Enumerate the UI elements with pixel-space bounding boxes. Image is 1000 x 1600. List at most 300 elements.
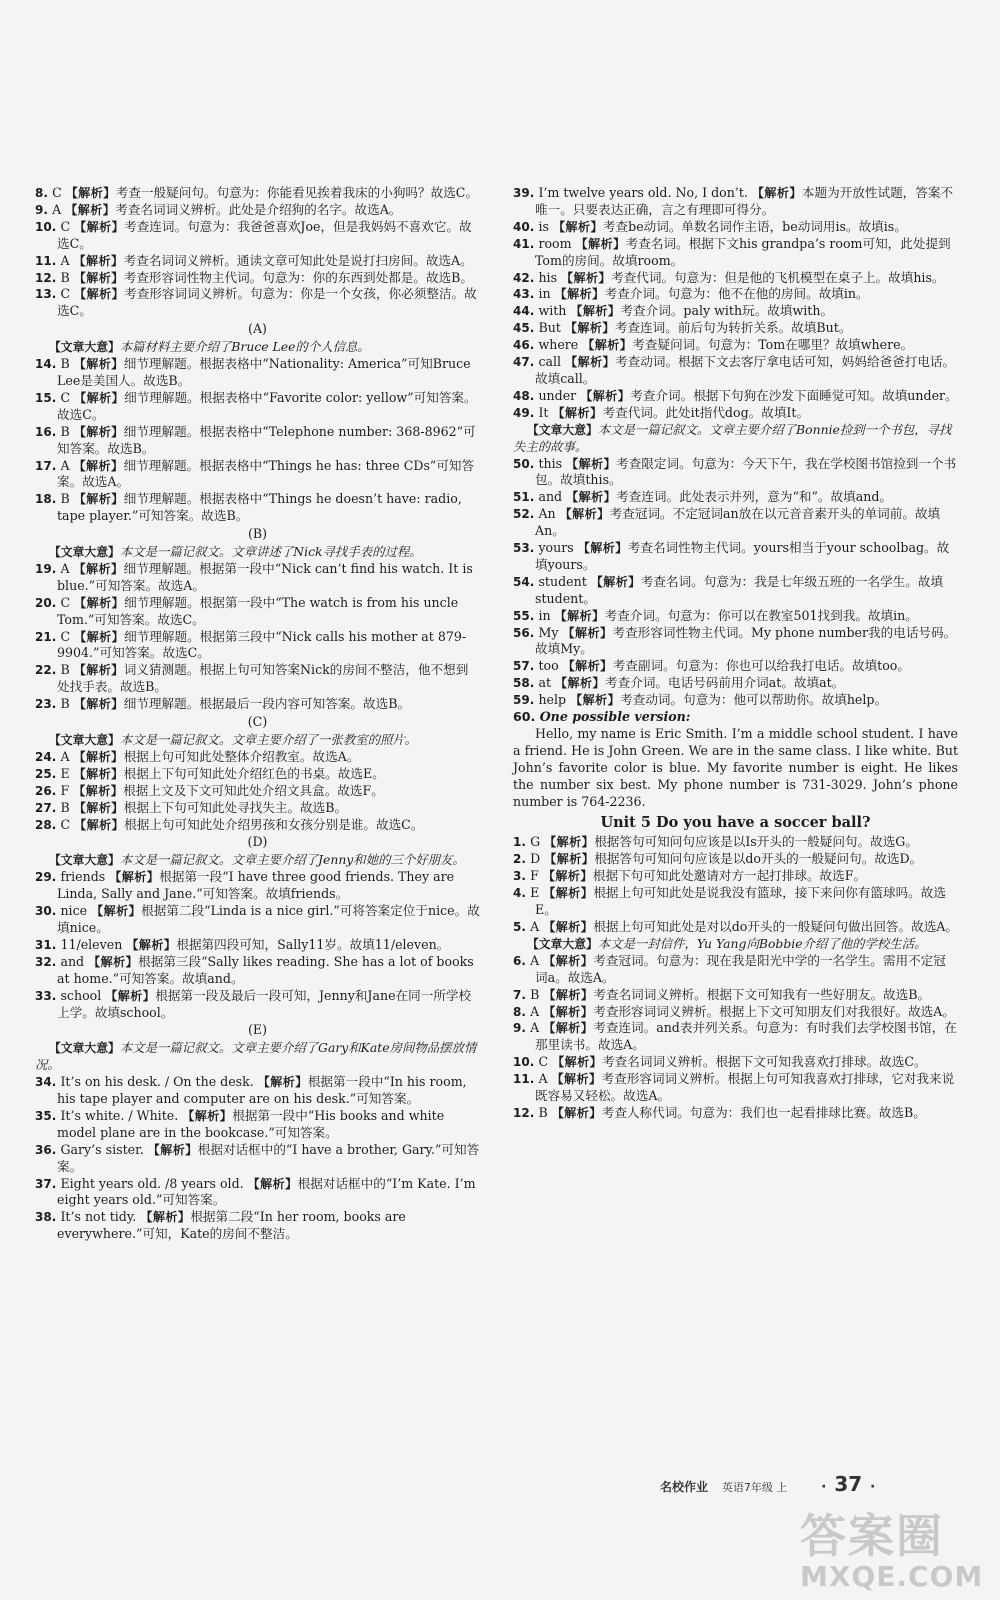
analysis-tag: 【解析】 xyxy=(74,595,125,610)
footer-dot: · xyxy=(821,1479,827,1495)
summary-tag: 【文章大意】 xyxy=(527,422,598,437)
analysis-tag: 【解析】 xyxy=(582,338,633,353)
analysis-tag: 【解析】 xyxy=(73,749,124,764)
analysis-text: 根据上下句可知此处寻找失主。故选B。 xyxy=(123,799,348,815)
item-number: 4. xyxy=(513,886,531,901)
item-number: 36. xyxy=(35,1142,61,1157)
answer-item xyxy=(35,800,480,817)
analysis-tag: 【解析】 xyxy=(577,541,628,556)
analysis-text: 考查连词。句意为：我爸爸喜欢Joe，但是我妈妈不喜欢它。故选C。 xyxy=(57,218,472,251)
sample-essay: Hello, my name is Eric Smith. I’m a middle school student. I have a friend. He is John Green. We are in the same class. I like white. But John’s favorite color is blue. My favorite number is eight. He likes the number six best. My phone number is 731-3029. John’s phone number is 764-2236. xyxy=(513,726,958,809)
answer-item xyxy=(513,987,958,1004)
answer-key: E xyxy=(530,885,544,901)
answer-key: It’s white. / White. xyxy=(60,1107,183,1123)
passage-summary xyxy=(35,732,480,749)
summary-text: 本文是一篇记叙文。文章主要介绍了一张教室的照片。 xyxy=(119,732,418,747)
item-number: 38. xyxy=(35,1210,61,1225)
page-number: 37 xyxy=(834,1472,863,1496)
item-number: 58. xyxy=(513,676,539,691)
answer-item xyxy=(35,937,480,954)
item-number: 10. xyxy=(35,219,61,234)
passage-section-label: (A) xyxy=(248,321,267,337)
passage-summary xyxy=(35,852,480,869)
answer-key: A xyxy=(530,952,544,968)
item-number: 13. xyxy=(35,287,61,302)
item-number: 56. xyxy=(513,625,539,640)
answer-item xyxy=(513,1020,958,1054)
answer-item xyxy=(35,595,480,629)
analysis-text: 考查连词。and表并列关系。句意为：有时我们去学校图书馆，在那里读书。故选A。 xyxy=(535,1020,957,1053)
analysis-tag: 【解析】 xyxy=(580,388,631,403)
analysis-text: 根据上文及下文可知此处介绍文具盒。故选F。 xyxy=(123,782,384,798)
item-number: 55. xyxy=(513,608,539,623)
analysis-text: 考查形容词词义辨析。根据上下文可知朋友们对我很好。故选A。 xyxy=(593,1003,955,1019)
analysis-text: 考查形容词性物主代词。My phone number我的电话号码。故填My。 xyxy=(535,624,957,657)
book-title: 名校作业 xyxy=(660,1480,709,1494)
answer-item xyxy=(35,817,480,834)
summary-text: 本文是一篇记叙文。文章讲述了Nick寻找手表的过程。 xyxy=(119,544,422,560)
analysis-tag: 【解析】 xyxy=(182,1108,233,1123)
item-number: 50. xyxy=(513,456,539,471)
analysis-text: 根据上句可知此处整体介绍教室。故选A。 xyxy=(123,748,360,764)
answer-key: B xyxy=(60,423,74,439)
analysis-tag: 【解析】 xyxy=(73,357,124,372)
analysis-tag: 【解析】 xyxy=(590,574,641,589)
summary-text: 本文是一篇记叙文。文章主要介绍了Jenny和她的三个好朋友。 xyxy=(119,852,465,868)
answer-key: school xyxy=(60,987,106,1003)
analysis-tag: 【解析】 xyxy=(65,202,116,217)
analysis-tag: 【解析】 xyxy=(562,659,613,674)
item-number: 31. xyxy=(35,937,61,952)
item-number: 18. xyxy=(35,492,61,507)
item-number: 57. xyxy=(513,659,539,674)
answer-key: A xyxy=(60,457,74,473)
watermark-en: MXQE.COM xyxy=(800,1560,984,1593)
item-number: 25. xyxy=(35,766,61,781)
analysis-text: 词义猜测题。根据上句可知答案Nick的房间不整洁，他不想到处找手表。故选B。 xyxy=(57,662,469,695)
summary-tag: 【文章大意】 xyxy=(49,340,120,355)
item-number: 34. xyxy=(35,1075,61,1090)
watermark-logo xyxy=(800,1500,990,1595)
analysis-text: 细节理解题。根据表格中“Nationality: America”可知Bruce Lee是美国人。故选B。 xyxy=(57,356,471,388)
answer-key: B xyxy=(60,491,74,507)
analysis-text: 根据第三段“Sally likes reading. She has a lot of books at home.”可知答案。故填and。 xyxy=(57,953,474,986)
answer-key: B xyxy=(538,1104,552,1120)
item-number: 6. xyxy=(513,953,531,968)
passage-section-label: (B) xyxy=(247,526,268,542)
item-number: 43. xyxy=(513,287,539,302)
analysis-tag: 【解析】 xyxy=(74,629,125,644)
answer-item xyxy=(35,1209,480,1243)
answer-key: is xyxy=(538,218,553,234)
summary-tag: 【文章大意】 xyxy=(49,545,120,560)
answer-item xyxy=(513,851,958,868)
item-number: 39. xyxy=(513,186,539,200)
analysis-tag: 【解析】 xyxy=(552,1055,603,1070)
analysis-tag: 【解析】 xyxy=(73,663,124,678)
answer-item xyxy=(35,1108,480,1142)
item-number: 32. xyxy=(35,954,61,969)
analysis-tag: 【解析】 xyxy=(543,953,594,968)
item-number: 17. xyxy=(35,458,61,473)
summary-text: 本文是一封信件，Yu Yang向Bobbie介绍了他的学校生活。 xyxy=(597,935,927,951)
analysis-text: 考查介词。根据下句狗在沙发下面睡觉可知。故填under。 xyxy=(630,387,958,403)
analysis-text: 考查名词词义辨析。根据下文可知我有一些好朋友。故选B。 xyxy=(593,986,931,1002)
analysis-text: 考查动词。根据下文去客厅拿电话可知，妈妈给爸爸打电话。故填call。 xyxy=(535,354,956,386)
analysis-tag: 【解析】 xyxy=(543,886,594,901)
item-number: 8. xyxy=(513,1004,531,1019)
item-number: 29. xyxy=(35,870,61,885)
item-number: 49. xyxy=(513,405,539,420)
item-number: 23. xyxy=(35,697,61,712)
answer-key: B xyxy=(60,696,74,712)
answer-item xyxy=(513,868,958,885)
answer-item xyxy=(35,458,480,492)
answer-key: A xyxy=(530,1020,544,1036)
essay-heading xyxy=(513,709,958,726)
answer-item xyxy=(35,696,480,713)
analysis-text: 根据对话框中的“I have a brother, Gary.”可知答案。 xyxy=(57,1141,480,1174)
answer-item xyxy=(513,270,958,287)
answer-key: G xyxy=(530,834,545,850)
analysis-text: 细节理解题。根据第一段中“Nick can’t find his watch. It is blue.”可知答案。故选A。 xyxy=(57,560,473,593)
answer-key: and xyxy=(60,953,89,969)
answer-key: 11/eleven xyxy=(60,936,127,952)
answer-key: B xyxy=(60,356,74,372)
answer-item xyxy=(35,1074,480,1108)
answer-item xyxy=(35,783,480,800)
item-number: 59. xyxy=(513,693,539,708)
analysis-text: 本题为开放性试题，答案不唯一。只要表达正确，言之有理即可得分。 xyxy=(535,185,954,217)
answer-item xyxy=(35,202,480,219)
answer-item xyxy=(513,1105,958,1122)
analysis-tag: 【解析】 xyxy=(74,817,125,832)
answer-key: with xyxy=(538,303,571,319)
item-number: 14. xyxy=(35,357,61,372)
analysis-text: 考查名词。句意为：我是七年级五班的一名学生。故填student。 xyxy=(535,573,944,606)
left-column xyxy=(35,185,480,1243)
passage-section-label: (E) xyxy=(247,1022,268,1038)
answer-item xyxy=(513,286,958,303)
answer-key: room xyxy=(538,235,576,251)
analysis-text: 根据上下句可知此处介绍红色的书桌。故选E。 xyxy=(123,765,385,781)
analysis-tag: 【解析】 xyxy=(561,270,612,285)
analysis-text: 考查形容词词义辨析。根据上句可知我喜欢打排球，它对我来说既容易又轻松。故选A。 xyxy=(535,1071,955,1104)
answer-item xyxy=(513,1071,958,1105)
analysis-tag: 【解析】 xyxy=(554,287,605,302)
footer-dot: · xyxy=(870,1479,876,1495)
answer-key: yours xyxy=(538,540,578,556)
item-number: 54. xyxy=(513,574,539,589)
analysis-text: 根据第一段中“His books and white model plane are in the bookcase.”可知答案。 xyxy=(57,1107,445,1140)
answer-key: student xyxy=(538,573,591,589)
item-number: 3. xyxy=(513,869,531,884)
item-number: 2. xyxy=(513,852,531,867)
answer-key: A xyxy=(530,1003,544,1019)
answer-item xyxy=(513,303,958,320)
analysis-tag: 【解析】 xyxy=(570,693,621,708)
analysis-text: 细节理解题。根据最后一段内容可知答案。故选B。 xyxy=(123,696,411,712)
answer-key: in xyxy=(538,607,555,623)
answer-item xyxy=(35,1176,480,1210)
answer-key: It xyxy=(538,404,553,420)
analysis-tag: 【解析】 xyxy=(147,1142,198,1157)
analysis-tag: 【解析】 xyxy=(551,1072,602,1087)
answer-key: An xyxy=(538,506,560,522)
item-number: 20. xyxy=(35,595,61,610)
analysis-tag: 【解析】 xyxy=(74,390,125,405)
analysis-tag: 【解析】 xyxy=(73,253,124,268)
answer-key: It’s not tidy. xyxy=(60,1209,141,1225)
answer-key: where xyxy=(538,337,583,353)
answer-item xyxy=(35,390,480,424)
answer-item xyxy=(513,354,958,388)
analysis-text: 根据第四段可知，Sally11岁。故填11/eleven。 xyxy=(176,936,450,952)
analysis-tag: 【解析】 xyxy=(565,355,616,370)
item-number: 19. xyxy=(35,561,61,576)
analysis-tag: 【解析】 xyxy=(544,852,595,867)
answer-item xyxy=(35,749,480,766)
answer-item xyxy=(35,629,480,663)
analysis-text: 考查副词。句意为：你也可以给我打电话。故填too。 xyxy=(612,658,910,674)
answer-key: E xyxy=(60,765,74,781)
answer-item xyxy=(513,919,958,936)
analysis-text: 根据第一段中“In his room, his tape player and computer are on his desk.”可知答案。 xyxy=(57,1074,467,1107)
answer-key: too xyxy=(538,658,563,674)
analysis-text: 考查形容词词义辨析。句意为：你是一个女孩，你必须整洁。故选C。 xyxy=(57,286,477,319)
analysis-text: 考查连词。前后句为转折关系。故填But。 xyxy=(614,320,852,336)
answer-item xyxy=(35,903,480,937)
analysis-text: 考查冠词。不定冠词an放在以元音音素开头的单词前。故填An。 xyxy=(535,506,941,539)
item-number: 12. xyxy=(513,1105,539,1120)
analysis-tag: 【解析】 xyxy=(751,186,802,200)
answer-item xyxy=(35,356,480,390)
answer-key: help xyxy=(538,692,571,708)
item-number: 7. xyxy=(513,987,531,1002)
answer-item xyxy=(513,236,958,270)
answer-item xyxy=(35,424,480,458)
analysis-text: 考查冠词。句意为：现在我是阳光中学的一名学生。需用不定冠词a。故选A。 xyxy=(535,952,946,985)
analysis-tag: 【解析】 xyxy=(74,287,125,302)
summary-tag: 【文章大意】 xyxy=(49,733,120,747)
analysis-tag: 【解析】 xyxy=(73,766,124,781)
analysis-tag: 【解析】 xyxy=(570,304,621,319)
analysis-tag: 【解析】 xyxy=(73,783,124,798)
analysis-text: 细节理解题。根据第三段中“Nick calls his mother at 879-9904.”可知答案。故选C。 xyxy=(57,628,467,661)
answer-item xyxy=(513,506,958,540)
answer-item xyxy=(513,219,958,236)
answer-key: C xyxy=(60,286,75,302)
answer-item xyxy=(513,489,958,506)
answer-key: Gary’s sister. xyxy=(60,1141,148,1157)
analysis-tag: 【解析】 xyxy=(544,835,595,850)
answer-item xyxy=(35,954,480,988)
analysis-text: 考查名词词义辨析。通读文章可知此处是说打扫房间。故选A。 xyxy=(123,252,473,268)
answer-key: in xyxy=(538,286,555,302)
answer-key: C xyxy=(60,816,75,832)
answer-key: B xyxy=(60,269,74,285)
item-number: 44. xyxy=(513,304,539,319)
item-number: 24. xyxy=(35,749,61,764)
answer-key: under xyxy=(538,387,581,403)
answer-item xyxy=(513,692,958,709)
passage-section-label: (C) xyxy=(247,714,268,730)
analysis-text: 考查名词。根据下文his grandpa’s room可知，此处提到Tom的房间。故填room。 xyxy=(535,235,951,268)
answer-key: Eight years old. /8 years old. xyxy=(60,1175,248,1191)
answer-key: I’m twelve years old. No, I don’t. xyxy=(538,185,752,200)
passage-summary xyxy=(35,1040,480,1074)
analysis-tag: 【解析】 xyxy=(551,1105,602,1120)
answer-key: A xyxy=(530,918,544,934)
item-number: 51. xyxy=(513,490,539,505)
item-number: 27. xyxy=(35,800,61,815)
answer-item xyxy=(513,608,958,625)
item-number: 11. xyxy=(513,1072,539,1087)
answer-item xyxy=(35,491,480,525)
watermark-cn: 答案圈 xyxy=(800,1509,944,1563)
item-number: 26. xyxy=(35,783,61,798)
analysis-text: 考查动词。句意为：他可以帮助你。故填help。 xyxy=(620,692,888,708)
item-number: 1. xyxy=(513,835,531,850)
answer-item xyxy=(513,1054,958,1071)
summary-tag: 【文章大意】 xyxy=(527,936,598,951)
answer-item xyxy=(513,185,958,219)
answer-item xyxy=(513,540,958,574)
answer-key: C xyxy=(52,185,66,200)
analysis-text: 根据答句可知问句应该是以do开头的一般疑问句。故选D。 xyxy=(594,851,923,867)
analysis-tag: 【解析】 xyxy=(575,236,626,251)
answer-item xyxy=(513,953,958,987)
analysis-text: 考查形容词性物主代词。句意为：你的东西到处都是。故选B。 xyxy=(123,269,474,285)
item-number: 28. xyxy=(35,817,61,832)
analysis-tag: 【解析】 xyxy=(542,869,593,884)
summary-text: 本文是一篇记叙文。文章主要介绍了Gary和Kate房间物品摆放情况。 xyxy=(35,1040,477,1073)
summary-tag: 【文章大意】 xyxy=(49,853,120,868)
analysis-tag: 【解析】 xyxy=(543,1021,594,1036)
analysis-text: 考查名词词义辨析。此处是介绍狗的名字。故选A。 xyxy=(115,201,402,217)
unit-heading: Unit 5 Do you have a soccer ball? xyxy=(600,813,871,831)
essay-heading-text: One possible version: xyxy=(539,709,691,725)
answer-key: But xyxy=(538,320,565,336)
answer-item xyxy=(35,869,480,903)
analysis-text: 考查代词。句意为：但是他的飞机模型在桌子上。故填his。 xyxy=(611,269,945,285)
analysis-text: 根据第二段“Linda is a nice girl.”可将答案定位于nice。故填nice。 xyxy=(57,903,480,935)
analysis-tag: 【解析】 xyxy=(559,507,610,522)
analysis-text: 考查一般疑问句。句意为：你能看见挨着我床的小狗吗？故选C。 xyxy=(115,185,479,200)
item-number: 47. xyxy=(513,355,539,370)
analysis-text: 考查名词性物主代词。yours相当于your schoolbag。故填yours。 xyxy=(535,540,950,572)
analysis-text: 考查限定词。句意为：今天下午，我在学校图书馆捡到一个书包。故填this。 xyxy=(535,455,957,488)
answer-key: A xyxy=(60,560,74,576)
analysis-tag: 【解析】 xyxy=(543,1004,594,1019)
analysis-text: 根据下句可知此处邀请对方一起打排球。故选F。 xyxy=(592,868,867,884)
analysis-text: 考查介词。paly with玩。故填with。 xyxy=(620,303,834,319)
answer-item xyxy=(35,561,480,595)
analysis-tag: 【解析】 xyxy=(91,904,142,919)
answer-key: B xyxy=(60,662,74,678)
subject-label: 英语7年级 上 xyxy=(721,1481,788,1494)
item-number: 30. xyxy=(35,904,61,919)
answer-key: A xyxy=(52,201,66,217)
answer-key: friends xyxy=(60,869,110,885)
item-number: 37. xyxy=(35,1176,61,1191)
analysis-tag: 【解析】 xyxy=(126,937,177,952)
page-footer xyxy=(660,1472,879,1496)
answer-item xyxy=(35,253,480,270)
analysis-tag: 【解析】 xyxy=(562,625,613,640)
answer-key: My xyxy=(538,624,563,640)
answer-item xyxy=(513,320,958,337)
analysis-text: 考查介词。电话号码前用介词at。故填at。 xyxy=(605,675,845,691)
analysis-text: 考查be动词。单数名词作主语，be动词用is。故填is。 xyxy=(602,218,907,234)
analysis-tag: 【解析】 xyxy=(73,697,124,712)
answer-item xyxy=(513,885,958,919)
answer-key: A xyxy=(538,1071,552,1087)
item-number: 16. xyxy=(35,424,61,439)
right-column xyxy=(513,185,958,1122)
answer-key: D xyxy=(530,851,545,867)
item-number: 42. xyxy=(513,270,539,285)
answer-key: nice xyxy=(60,903,92,919)
item-number: 10. xyxy=(513,1055,539,1070)
analysis-text: 考查连词。此处表示并列，意为“和”。故填and。 xyxy=(616,489,892,505)
analysis-tag: 【解析】 xyxy=(88,954,139,969)
analysis-tag: 【解析】 xyxy=(140,1210,191,1225)
analysis-tag: 【解析】 xyxy=(564,321,615,336)
analysis-text: 细节理解题。根据表格中“Things he doesn’t have: radio, tape player.”可知答案。故选B。 xyxy=(57,491,462,524)
analysis-tag: 【解析】 xyxy=(74,219,125,234)
answer-item xyxy=(35,1142,480,1176)
passage-summary xyxy=(35,544,480,561)
analysis-text: 考查人称代词。句意为：我们也一起看排球比赛。故选B。 xyxy=(601,1104,926,1120)
answer-key: F xyxy=(530,868,543,884)
analysis-tag: 【解析】 xyxy=(73,561,124,576)
answer-item xyxy=(513,574,958,608)
item-number: 46. xyxy=(513,338,539,353)
analysis-text: 考查代词。此处it指代dog。故填It。 xyxy=(602,404,810,420)
answer-item xyxy=(35,662,480,696)
analysis-tag: 【解析】 xyxy=(105,988,156,1003)
analysis-tag: 【解析】 xyxy=(543,919,594,934)
analysis-text: 根据对话框中的“I’m Kate. I’m eight years old.”可知答案。 xyxy=(57,1175,476,1208)
analysis-text: 根据第一段“I have three good friends. They are Linda, Sally and Jane.”可知答案。故填friends。 xyxy=(57,869,455,902)
answer-key: his xyxy=(538,269,562,285)
passage-summary xyxy=(513,422,958,456)
item-number: 48. xyxy=(513,388,539,403)
analysis-text: 考查介词。句意为：他不在他的房间。故填in。 xyxy=(604,286,869,302)
answer-item xyxy=(513,658,958,675)
analysis-tag: 【解析】 xyxy=(257,1075,308,1090)
item-number: 35. xyxy=(35,1108,61,1123)
passage-summary xyxy=(513,936,958,953)
answer-key: B xyxy=(60,799,74,815)
analysis-text: 考查名词词义辨析。根据下文可知我喜欢打排球。故选C。 xyxy=(602,1054,927,1070)
analysis-text: 根据第一段及最后一段可知，Jenny和Jane在同一所学校上学。故填school。 xyxy=(57,987,472,1020)
item-number: 9. xyxy=(35,202,53,217)
summary-text: 本篇材料主要介绍了Bruce Lee的个人信息。 xyxy=(119,339,370,355)
analysis-text: 考查介词。句意为：你可以在教室501找到我。故填in。 xyxy=(604,607,918,623)
passage-section-label: (D) xyxy=(247,834,268,850)
item-number: 12. xyxy=(35,270,61,285)
item-number: 41. xyxy=(513,236,539,251)
analysis-text: 根据上句可知此处介绍男孩和女孩分别是谁。故选C。 xyxy=(124,816,424,832)
analysis-text: 细节理解题。根据表格中“Things he has: three CDs”可知答案。故选A。 xyxy=(57,457,475,490)
answer-key: C xyxy=(60,594,75,610)
answer-key: call xyxy=(538,354,566,370)
answer-item xyxy=(35,988,480,1022)
answer-key: B xyxy=(530,986,544,1002)
analysis-text: 细节理解题。根据第一段中“The watch is from his uncle Tom.”可知答案。故选C。 xyxy=(57,594,459,627)
